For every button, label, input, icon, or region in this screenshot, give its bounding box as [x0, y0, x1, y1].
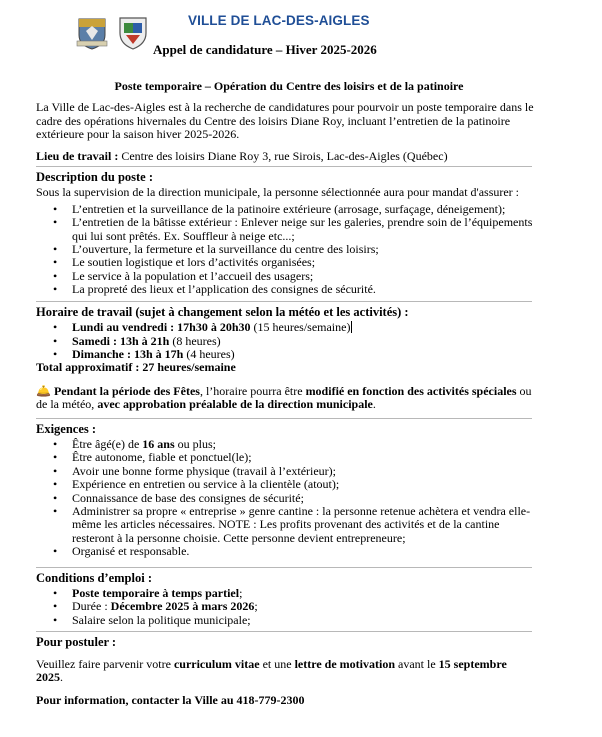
holiday-note-b3: avec approbation préalable de la direction municipale	[97, 397, 373, 412]
divider	[36, 166, 532, 167]
postuler-b1: curriculum vitae	[173, 656, 260, 671]
postuler-heading: Pour postuler :	[36, 635, 117, 650]
intro-paragraph: La Ville de Lac-des-Aigles est à la recherche de candidatures pour pourvoir un poste temporaire dans le cadre des opérations hivernales du Centre des loisirs Diane Roy, incluant l’entretien de la patinoire extérieure pour la saison hiver 2025-2026.	[36, 100, 534, 142]
horaire-list	[36, 321, 536, 361]
list-item	[72, 438, 536, 451]
bell-icon: 🛎️	[36, 383, 51, 398]
condition-2-bold: Décembre 2025 à mars 2026	[110, 599, 255, 614]
schedule-saturday-hours: (8 heures)	[169, 333, 221, 348]
description-list	[36, 203, 536, 297]
divider	[36, 567, 532, 568]
list-item: • Salaire selon la politique municipale;	[72, 614, 536, 627]
list-item: • Organisé et responsable.	[72, 545, 536, 558]
divider	[36, 631, 532, 632]
job-subtitle: Poste temporaire – Opération du Centre des loisirs et de la patinoire	[114, 79, 464, 93]
list-item: • Expérience en entretien ou service à la clientèle (atout);	[72, 478, 536, 491]
postuler-b2: lettre de motivation	[294, 656, 396, 671]
contact-line	[36, 694, 536, 707]
list-item	[72, 600, 536, 613]
work-location-value: Centre des loisirs Diane Roy 3, rue Sirois, Lac-des-Aigles (Québec)	[118, 148, 448, 163]
conditions-heading: Conditions d’emploi :	[36, 570, 152, 585]
postuler-b3: 15 septembre 2025	[36, 656, 507, 685]
list-item	[72, 348, 536, 361]
exigences-heading: Exigences :	[36, 421, 97, 436]
condition-1-bold: Poste temporaire à temps partiel	[72, 586, 240, 600]
holiday-note-b1: Pendant la période des Fêtes	[53, 383, 200, 398]
list-item: • Le service à la population et l’accueil des usagers;	[72, 270, 536, 283]
list-item: • Le soutien logistique et lors d’activités organisées;	[72, 256, 536, 269]
condition-1-post: ;	[239, 586, 243, 600]
work-location-label: Lieu de travail :	[36, 148, 119, 163]
schedule-saturday: Samedi : 13h à 21h	[72, 333, 170, 348]
schedule-sunday: Dimanche : 13h à 17h	[72, 346, 184, 361]
list-item: • Administrer sa propre « entreprise » genre cantine : la personne retenue achètera et vendra elle-même les articles nécessaires. NOTE : Les profits provenant des activités et de la cantine resteront à la personne choisie. Cette personne devient entrepreneure;	[72, 505, 536, 545]
list-item	[72, 321, 536, 334]
schedule-sunday-hours: (4 heures)	[183, 346, 235, 361]
total-hours-text: Total approximatif : 27 heures/semaine	[36, 360, 236, 375]
work-location	[36, 150, 536, 163]
description-text: Sous la supervision de la direction municipale, la personne sélectionnée aura pour mandat d'assurer :	[36, 185, 520, 200]
list-item: • La propreté des lieux et l’application des consignes de sécurité.	[72, 283, 536, 296]
condition-2-post: ;	[254, 599, 258, 614]
list-item: • Avoir une bonne forme physique (travail à l’extérieur);	[72, 465, 536, 478]
postuler-t2: et une	[259, 656, 295, 671]
conditions-list	[36, 587, 536, 627]
list-item	[72, 587, 536, 600]
schedule-weekdays-hours: (15 heures/semaine)	[250, 320, 351, 335]
total-hours	[36, 361, 536, 374]
list-item: • L’ouverture, la fermeture et la surveillance du centre des loisirs;	[72, 243, 536, 256]
list-item: • Connaissance de base des consignes de sécurité;	[72, 492, 536, 505]
holiday-note-b2: modifié en fonction des activités spéciales	[305, 383, 517, 398]
schedule-weekdays: Lundi au vendredi : 17h30 à 20h30	[72, 320, 251, 335]
list-item: • L’entretien et la surveillance de la patinoire extérieure (arrosage, surfaçage, déneigement);	[72, 203, 536, 216]
description-heading: Description du poste :	[36, 170, 154, 185]
city-name: VILLE DE LAC-DES-AIGLES	[188, 13, 370, 28]
holiday-note-t1: , l’horaire pourra être	[199, 383, 306, 398]
divider	[36, 301, 532, 302]
holiday-note	[36, 385, 536, 412]
contact-text: Pour information, contacter la Ville au 418-779-2300	[36, 693, 305, 708]
age-pre: Être âgé(e) de	[72, 436, 143, 451]
holiday-note-t3: .	[372, 397, 376, 412]
municipal-crest-icon	[76, 15, 108, 50]
divider	[36, 418, 532, 419]
holiday-note-t2: ou de la météo,	[36, 383, 532, 412]
horaire-heading: Horaire de travail (sujet à changement selon la météo et les activités) :	[36, 304, 409, 319]
age-bold: 16 ans	[142, 436, 175, 451]
page-title: Appel de candidature – Hiver 2025-2026	[153, 42, 377, 57]
list-item: • L’entretien de la bâtisse extérieur : Enlever neige sur les galeries, prendre soin de l’équipements qui lui sont prêtés. Ex. Souffleur à neige etc...;	[72, 216, 536, 243]
postuler-t4: .	[60, 670, 63, 685]
list-item	[72, 335, 536, 348]
exigences-list	[36, 438, 536, 559]
document-body	[36, 80, 536, 708]
age-post: ou plus;	[174, 436, 216, 451]
postuler-t3: avant le	[395, 656, 439, 671]
postuler-text	[36, 658, 536, 685]
shield-crest-icon	[117, 15, 149, 50]
postuler-t1: Veuillez faire parvenir votre	[36, 656, 174, 671]
list-item: • Être autonome, fiable et ponctuel(le);	[72, 451, 536, 464]
text-cursor	[351, 321, 352, 333]
condition-2-pre: Durée :	[72, 599, 111, 614]
